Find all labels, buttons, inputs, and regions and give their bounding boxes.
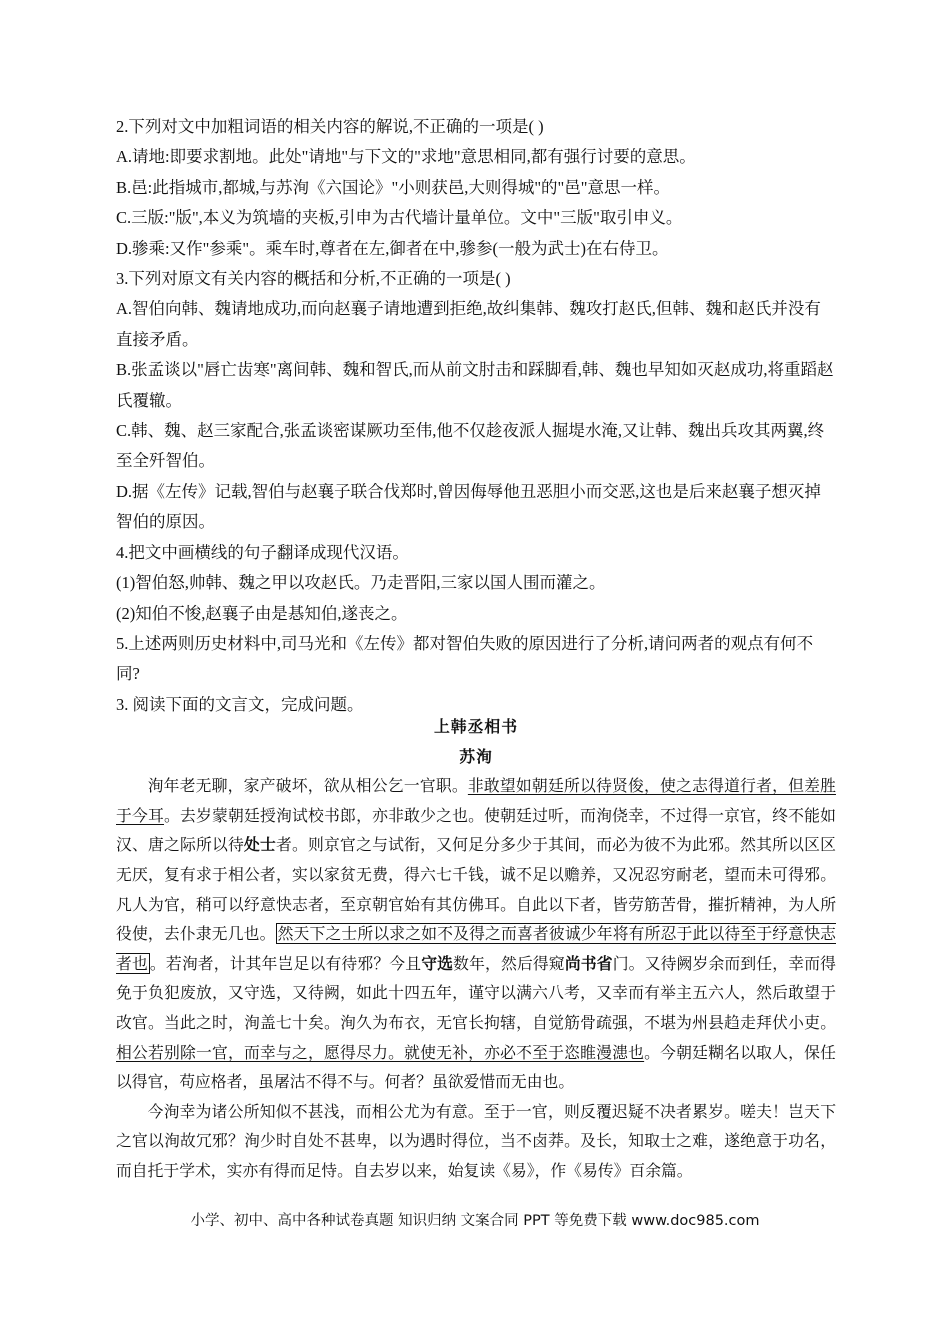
- bold-term: 尚书省: [564, 953, 613, 973]
- article-paragraph-2: 今洵幸为诸公所知似不甚浅，而相公尤为有意。至于一官，则反覆迟疑不决者累岁。嗟夫！岂天下之官以洵故冗邪？洵少时自处不甚卑，以为遇时得位，当不卤莽。及长，知取士之难，遂绝意于功名，而自托于学术，实亦有得而足恃。自去岁以来，始复读《易》，作《易传》百余篇。: [116, 1101, 836, 1180]
- question-3-option-d: D.据《左传》记载,智伯与赵襄子联合伐郑时,曾因侮辱他丑恶胆小而交恶,这也是后来赵襄子想灭掉智伯的原因。: [116, 481, 821, 532]
- bold-term: 守选: [421, 953, 454, 973]
- text-segment: 。今朝廷糊名以取人，保任以得官，苟应格者，虽屠沽不得不与。何者？虽欲爱惜而无由也。: [116, 1042, 836, 1092]
- article-paragraph-1: [116, 771, 836, 1097]
- boxed-sentence: 然天下之士所以求之如不及得之而喜者彼诚少年将有所忍于此以待至于纾意快志者也: [116, 924, 836, 973]
- footer-banner: 小学、初中、高中各种试卷真题 知识归纳 文案合同 PPT 等免费下载 www.doc985.com: [190, 1213, 760, 1229]
- bold-term: 处士: [244, 835, 277, 855]
- question-3-option-a: A.智伯向韩、魏请地成功,而向赵襄子请地遭到拒绝,故纠集韩、魏攻打赵氏,但韩、魏和赵氏并没有直接矛盾。: [116, 299, 821, 349]
- question-4-item-1: (1)智伯怒,帅韩、魏之甲以攻赵氏。乃走晋阳,三家以国人围而灌之。: [116, 573, 606, 593]
- text-segment: 者。则京官之与试衔，又何足分多少于其间，而必为彼不为此邪。然其所以区区无厌，复有求于相公者，实以家贫无费，得六七千钱，诚不足以赡养，又况忍穷耐老，望而未可得邪。凡人为官，稍可以纾意快志者，至京朝官始有其仿佛耳。自此以下者，皆劳筋苦骨，摧折精神，为人所役使，去仆隶无几也。: [116, 835, 836, 944]
- question-3-option-c: C.韩、魏、赵三家配合,张孟谈密谋厥功至伟,他不仅趁夜派人掘堤水淹,又让韩、魏出兵攻其两翼,终至全歼智伯。: [116, 421, 825, 471]
- text-segment: 数年，然后得窥: [453, 953, 565, 973]
- classical-text-article: [116, 712, 836, 1186]
- article-title: 上韩丞相书: [434, 717, 518, 736]
- question-4-item-2: (2)知伯不悛,赵襄子由是惎知伯,遂丧之。: [116, 603, 408, 623]
- question-2-option-d: D.骖乘:又作"参乘"。乘车时,尊者在左,御者在中,骖参(一般为武士)在右侍卫。: [116, 238, 669, 258]
- question-2-option-c: C.三版:"版",本义为筑墙的夹板,引申为古代墙计量单位。文中"三版"取引申义。: [116, 208, 683, 228]
- question-3-stem: 3.下列对原文有关内容的概括和分析,不正确的一项是( ): [116, 269, 511, 289]
- question-2-stem: 2.下列对文中加粗词语的相关内容的解说,不正确的一项是( ): [116, 117, 544, 136]
- underlined-sentence: 非敢望如朝廷所以待贤俊，使之志得道行者，但差胜于今耳: [116, 776, 836, 825]
- text-segment: 。若洵者，计其年岂足以有待邪？今且: [149, 953, 422, 973]
- question-5-stem: 5.上述两则历史材料中,司马光和《左传》都对智伯失败的原因进行了分析,请问两者的观点有何不同?: [116, 633, 814, 684]
- question-4-stem: 4.把文中画横线的句子翻译成现代汉语。: [116, 542, 409, 562]
- question-block: [116, 112, 836, 720]
- question-2-option-a: A.请地:即要求割地。此处"请地"与下文的"求地"意思相同,都有强行讨要的意思。: [116, 147, 696, 167]
- text-segment: 洵年老无聊，家产破坏，欲从相公乞一官职。: [147, 776, 468, 796]
- article-author: 苏洵: [459, 746, 493, 766]
- section-3-heading: 3. 阅读下面的文言文，完成问题。: [116, 694, 364, 714]
- underlined-sentence: 相公若别除一官，而幸与之，愿得尽力。就使无补，亦必不至于恣睢漫漶也: [116, 1042, 645, 1062]
- question-3-option-b: B.张孟谈以"唇亡齿寒"离间韩、魏和智氏,而从前文肘击和踩脚看,韩、魏也早知如灭赵成功,将重蹈赵氏覆辙。: [116, 360, 834, 410]
- question-2-option-b: B.邑:此指城市,都城,与苏洵《六国论》"小则获邑,大则得城"的"邑"意思一样。: [116, 177, 671, 197]
- text-segment: 。去岁蒙朝廷授洵试校书郎，亦非敢少之也。使朝廷过听，而洵侥幸，不过得一京官，终不能如汉、唐之际所以待: [116, 805, 836, 855]
- text-segment: 门。又待阙岁余而到任，幸而得免于负犯废放，又守选，又待阙，如此十四五年，谨守以满六八考，又幸而有举主五六人，然后敢望于改官。当此之时，洵盖七十矣。洵久为布衣，无官长拘辖，自觉筋骨疏强，不堪为州县趋走拜伏小吏。: [116, 953, 836, 1032]
